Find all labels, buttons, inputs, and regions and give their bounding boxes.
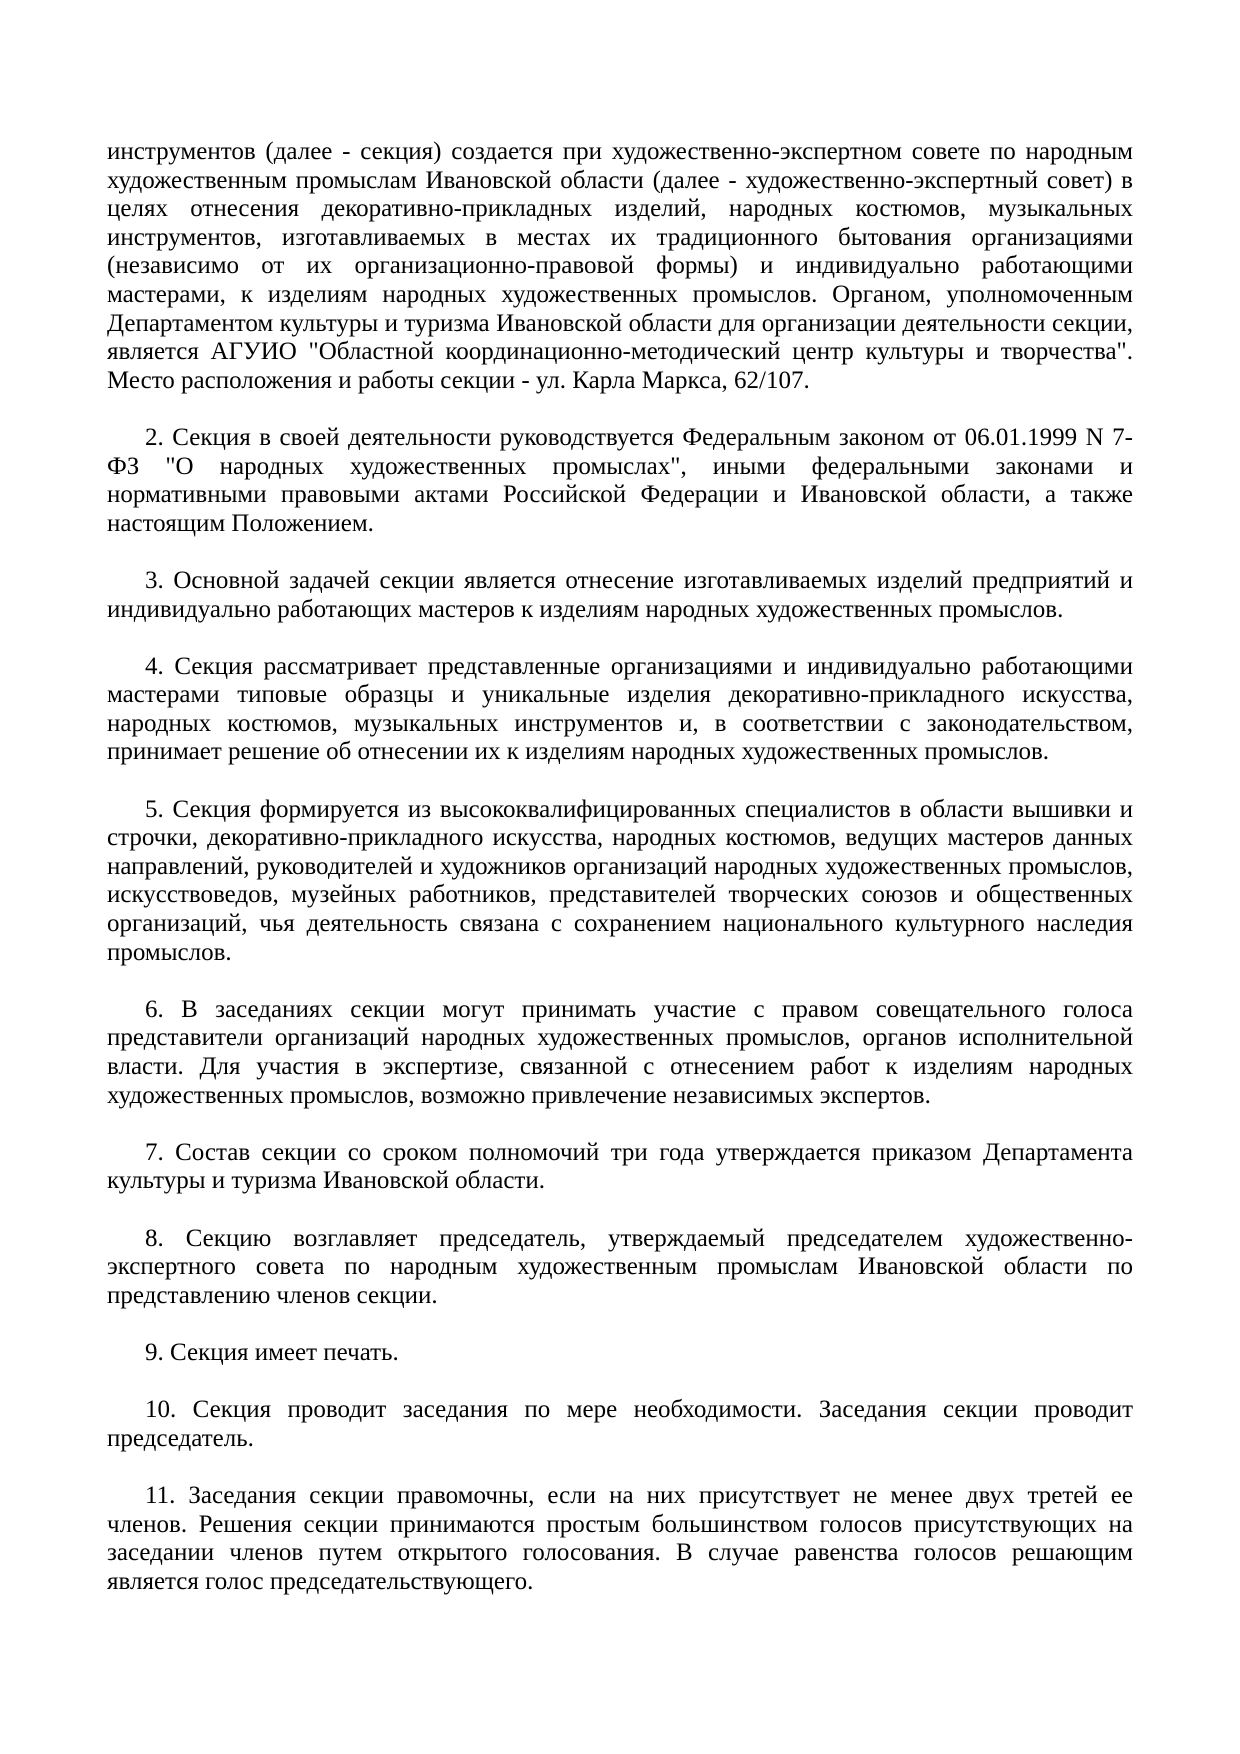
paragraph: 8. Секцию возглавляет председатель, утверждаемый председателем художественно-экспертного совета по народным художественным промыслам Ивановской области по представлению членов секции. <box>107 1224 1133 1309</box>
paragraph: инструментов (далее - секция) создается при художественно-экспертном совете по народным художественным промыслам Ивановской области (далее - художественно-экспертный совет) в целях отнесения декоративно-прикладных изделий, народных костюмов, музыкальных инструментов, изготавливаемых в местах их традиционного бытования организациями (независимо от их организационно-правовой формы) и индивидуально работающими мастерами, к изделиям народных художественных промыслов. Органом, уполномоченным Департаментом культуры и туризма Ивановской области для организации деятельности секции, является АГУИО "Областной координационно-методический центр культуры и творчества". Место расположения и работы секции - ул. Карла Маркса, 62/107. <box>107 138 1133 394</box>
paragraph: 3. Основной задачей секции является отнесение изготавливаемых изделий предприятий и индивидуально работающих мастеров к изделиям народных художественных промыслов. <box>107 566 1133 623</box>
document-body <box>107 138 1133 1596</box>
paragraph: 11. Заседания секции правомочны, если на них присутствует не менее двух третей ее членов. Решения секции принимаются простым большинством голосов присутствующих на заседании членов путем открытого голосования. В случае равенства голосов решающим является голос председательствующего. <box>107 1481 1133 1595</box>
paragraph: 4. Секция рассматривает представленные организациями и индивидуально работающими мастерами типовые образцы и уникальные изделия декоративно-прикладного искусства, народных костюмов, музыкальных инструментов и, в соответствии с законодательством, принимает решение об отнесении их к изделиям народных художественных промыслов. <box>107 652 1133 766</box>
paragraph: 2. Секция в своей деятельности руководствуется Федеральным законом от 06.01.1999 N 7-ФЗ "О народных художественных промыслах", иными федеральными законами и нормативными правовыми актами Российской Федерации и Ивановской области, а также настоящим Положением. <box>107 423 1133 537</box>
paragraph: 7. Состав секции со сроком полномочий три года утверждается приказом Департамента культуры и туризма Ивановской области. <box>107 1138 1133 1195</box>
paragraph: 6. В заседаниях секции могут принимать участие с правом совещательного голоса представители организаций народных художественных промыслов, органов исполнительной власти. Для участия в экспертизе, связанной с отнесением работ к изделиям народных художественных промыслов, возможно привлечение независимых экспертов. <box>107 995 1133 1109</box>
paragraph: 9. Секция имеет печать. <box>145 1338 399 1366</box>
paragraph: 10. Секция проводит заседания по мере необходимости. Заседания секции проводит председатель. <box>107 1396 1133 1452</box>
paragraph: 5. Секция формируется из высококвалифицированных специалистов в области вышивки и строчки, декоративно-прикладного искусства, народных костюмов, ведущих мастеров данных направлений, руководителей и художников организаций народных художественных промыслов, искусствоведов, музейных работников, представителей творческих союзов и общественных организаций, чья деятельность связана с сохранением национального культурного наследия промыслов. <box>107 795 1133 966</box>
